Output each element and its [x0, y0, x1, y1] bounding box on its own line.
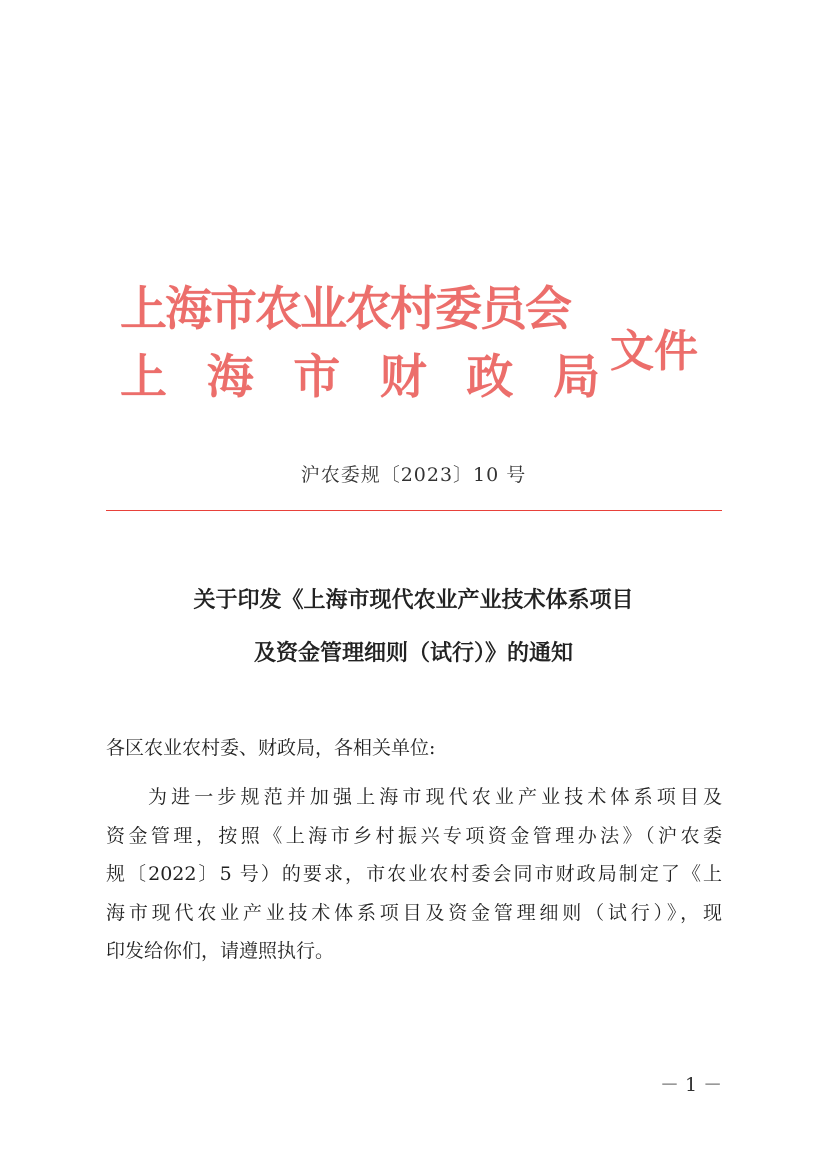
- issuer-char: 市: [293, 350, 341, 405]
- issuer-char: 上: [120, 350, 167, 405]
- body-line: 印发给你们，请遵照执行。: [106, 940, 335, 963]
- document-title-line-2: 及资金管理细则（试行）》的通知: [253, 640, 573, 666]
- red-divider: [106, 510, 722, 511]
- body-line: 为进一步规范并加强上海市现代农业产业技术体系项目及: [148, 786, 722, 808]
- document-number: 沪农委规〔2023〕10 号: [300, 464, 527, 486]
- issuer-agriculture-committee: 上海市农业农村委员会: [120, 282, 570, 337]
- page-number: － 1 －: [660, 1074, 723, 1096]
- body-line: 资金管理，按照《上海市乡村振兴专项资金管理办法》（沪农委: [106, 824, 722, 847]
- document-type-label: 文件: [610, 326, 698, 377]
- issuer-char: 财: [379, 350, 427, 405]
- salutation: 各区农业农村委、财政局，各相关单位:: [106, 737, 436, 759]
- body-paragraph: [106, 778, 722, 971]
- issuer-char: 海: [206, 350, 254, 405]
- issuer-char: 局: [552, 350, 600, 405]
- issuer-char: 政: [466, 350, 514, 405]
- body-line: 海市现代农业产业技术体系项目及资金管理细则（试行）》，现: [106, 901, 722, 924]
- body-line: 规〔2022〕5 号）的要求，市农业农村委会同市财政局制定了《上: [106, 863, 722, 886]
- issuer-finance-bureau: [120, 350, 600, 406]
- document-title-line-1: 关于印发《上海市现代农业产业技术体系项目: [193, 587, 634, 613]
